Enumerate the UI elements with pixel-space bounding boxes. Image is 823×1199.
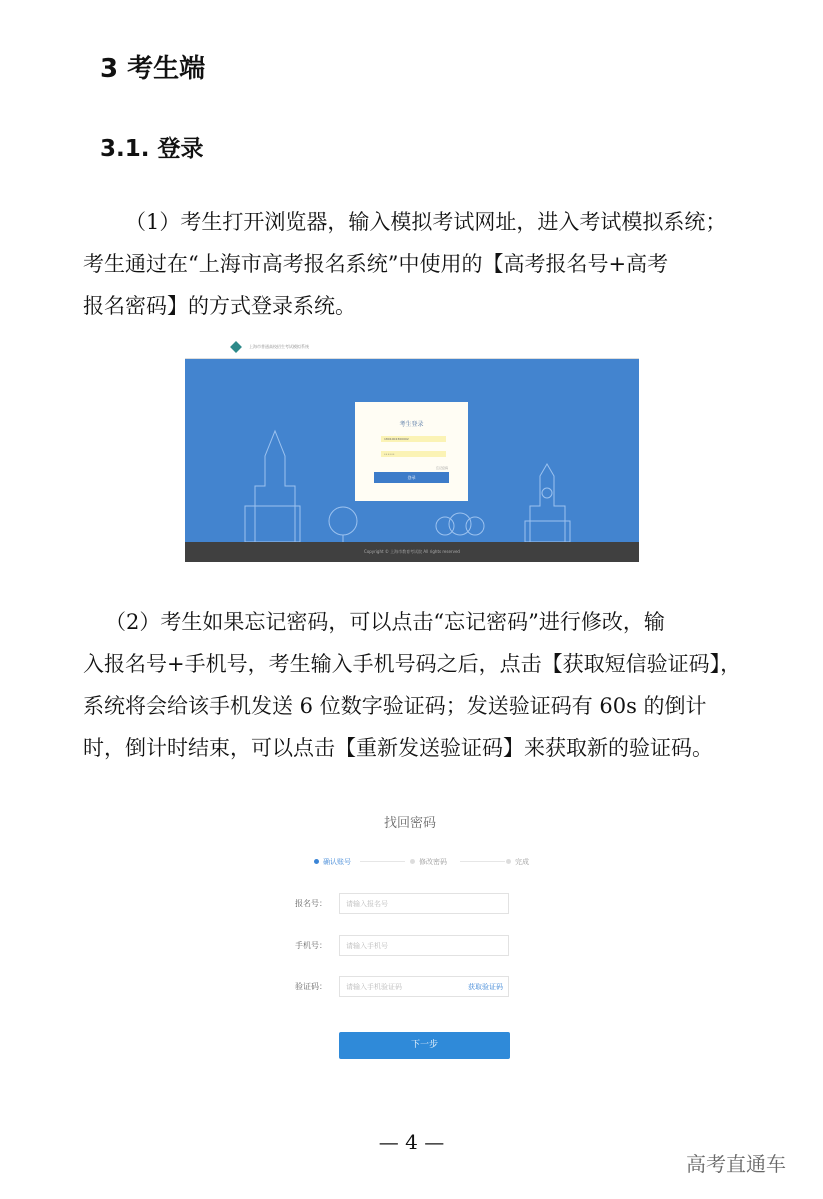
field-label: 报名号： — [295, 899, 327, 908]
login-card — [355, 402, 468, 501]
registration-number-input[interactable]: 请输入报名号 — [339, 893, 509, 914]
paragraph-line: （1）考生打开浏览器，输入模拟考试网址，进入考试模拟系统； — [125, 210, 727, 234]
password-input[interactable]: •••••• — [381, 451, 446, 457]
paragraph-line: 报名密码】的方式登录系统。 — [83, 294, 356, 318]
reset-title: 找回密码 — [383, 816, 436, 831]
site-title: 上海市普通高校招生考试模拟系统 — [249, 344, 309, 349]
login-screenshot — [185, 336, 639, 562]
step-change-password: 修改密码 — [410, 857, 447, 867]
verification-code-input[interactable]: 请输入手机验证码 获取验证码 — [339, 976, 509, 997]
step-divider — [460, 861, 505, 862]
page-number: — 4 — — [378, 1130, 445, 1154]
chapter-heading: 3 考生端 — [100, 54, 206, 84]
paragraph-line: 时，倒计时结束，可以点击【重新发送验证码】来获取新的验证码。 — [83, 736, 713, 760]
username-input[interactable]: 1801002300002 — [381, 436, 446, 442]
paragraph-line: 考生通过在“上海市高考报名系统”中使用的【高考报名号+高考 — [83, 252, 669, 276]
reset-password-screenshot — [280, 800, 540, 1070]
get-code-button[interactable]: 获取验证码 — [468, 983, 503, 991]
field-label: 验证码： — [295, 982, 327, 991]
step-done: 完成 — [506, 857, 529, 867]
field-label: 手机号： — [295, 941, 327, 950]
login-button[interactable]: 登录 — [374, 472, 449, 483]
watermark: 高考直通车 — [686, 1152, 786, 1176]
step-divider — [360, 861, 405, 862]
step-confirm-account: 确认账号 — [314, 857, 351, 867]
paragraph-line: 入报名号+手机号，考生输入手机号码之后，点击【获取短信验证码】， — [83, 652, 742, 676]
site-footer: Copyright © 上海市教育考试院 All rights reserved — [185, 542, 639, 562]
login-title: 考生登录 — [399, 421, 424, 428]
paragraph-line: 系统将会给该手机发送 6 位数字验证码；发送验证码有 60s 的倒计 — [83, 694, 707, 718]
forgot-password-link[interactable]: 忘记密码 — [435, 466, 448, 470]
phone-input[interactable]: 请输入手机号 — [339, 935, 509, 956]
paragraph-line: （2）考生如果忘记密码，可以点击“忘记密码”进行修改，输 — [105, 610, 665, 634]
next-step-button[interactable]: 下一步 — [339, 1032, 510, 1059]
section-heading: 3.1. 登录 — [100, 136, 204, 162]
